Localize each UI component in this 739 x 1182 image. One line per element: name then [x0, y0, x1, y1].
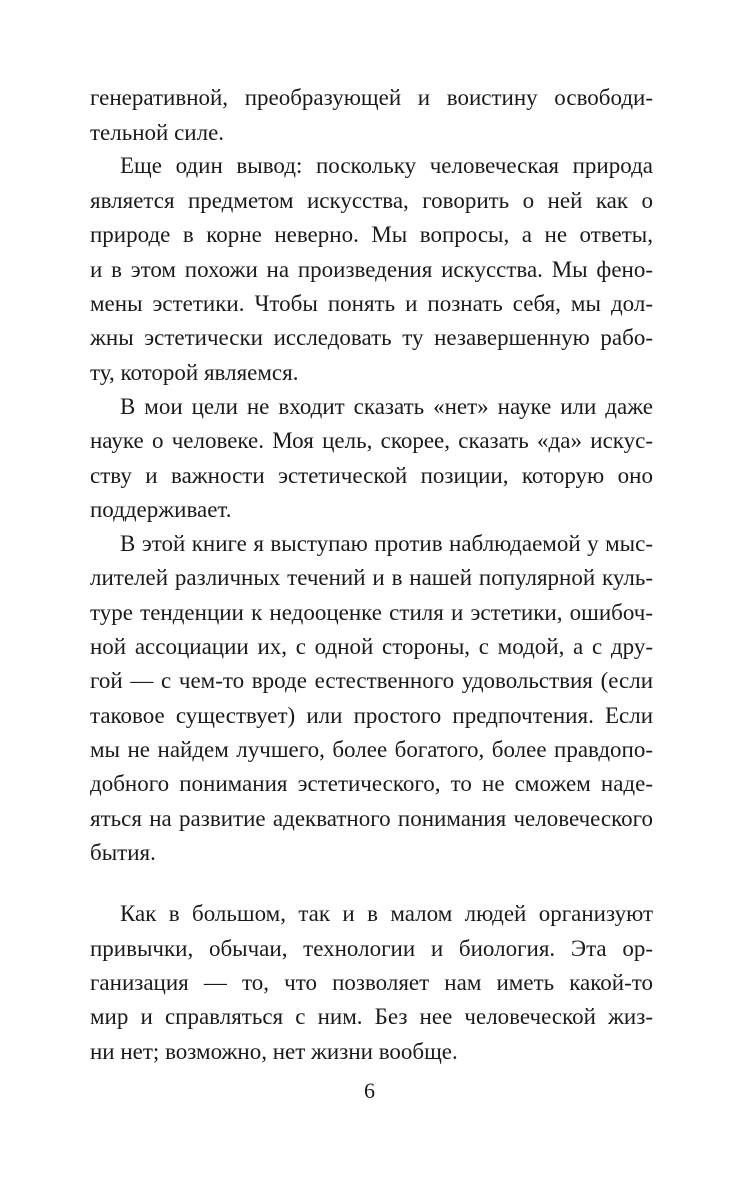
text-line: природе в корне неверно. Мы вопросы, а не ответы,	[90, 222, 653, 247]
text-line: ной ассоциации их, с одной стороны, с модой, а с дру-	[90, 634, 653, 659]
text-line: генеративной, преобразующей и воистину освободи-	[90, 85, 653, 110]
text-line: Еще один вывод: поскольку человеческая природа	[120, 153, 653, 178]
text-line: таковое существует) или простого предпочтения. Если	[90, 703, 653, 728]
text-line: туре тенденции к недооценке стиля и эстетики, ошибоч-	[90, 600, 653, 625]
text-line: В мои цели не входит сказать «нет» науке или даже	[120, 394, 653, 419]
text-line: ству и важности эстетической позиции, которую оно	[90, 463, 653, 488]
text-line: Как в большом, так и в малом людей организуют	[120, 901, 653, 926]
text-line: жны эстетически исследовать ту незавершенную рабо-	[90, 325, 653, 350]
text-line: науке о человеке. Моя цель, скорее, сказать «да» искус-	[90, 428, 653, 453]
text-line: и в этом похожи на произведения искусства. Мы фено-	[90, 257, 653, 282]
text-line: поддерживает.	[90, 497, 232, 522]
text-line: добного понимания эстетического, то не сможем наде-	[90, 771, 653, 796]
text-line: лителей различных течений и в нашей популярной куль-	[90, 565, 653, 590]
text-line: тельной силе.	[90, 120, 225, 145]
text-line: В этой книге я выступаю против наблюдаемой у мыс-	[120, 531, 653, 556]
text-line: ни нет; возможно, нет жизни вообще.	[90, 1039, 458, 1064]
text-line: мы не найдем лучшего, более богатого, более правдопо-	[90, 737, 653, 762]
text-line: мены эстетики. Чтобы понять и познать себя, мы дол-	[90, 291, 653, 316]
text-line: яться на развитие адекватного понимания человеческого	[90, 806, 653, 831]
text-line: привычки, обычаи, технологии и биология. Эта ор-	[90, 936, 653, 961]
text-line: является предметом искусства, говорить о ней как о	[90, 188, 653, 213]
page-number: 6	[364, 1078, 375, 1103]
text-line: ганизация — то, что позволяет нам иметь какой-то	[90, 970, 653, 995]
text-line: бытия.	[90, 840, 156, 865]
text-line: ту, которой являемся.	[90, 360, 299, 385]
text-line: гой — с чем-то вроде естественного удовольствия (если	[90, 668, 653, 693]
text-line: мир и справляться с ним. Без нее человеческой жиз-	[90, 1004, 653, 1029]
